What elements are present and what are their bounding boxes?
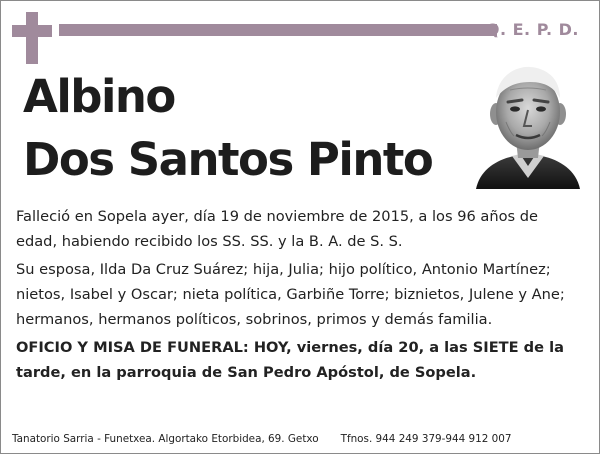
funeral-home-phones: Tfnos. 944 249 379-944 912 007: [340, 433, 512, 445]
deceased-portrait: [474, 62, 582, 189]
funeral-service-paragraph: OFICIO Y MISA DE FUNERAL: HOY, viernes, día 20, a las SIETE de la tarde, en la parroquia de San Pedro Apóstol, de Sopela.: [16, 339, 564, 381]
footer: [12, 433, 512, 445]
deceased-first-name: Albino: [23, 70, 175, 123]
header-bar: [59, 24, 497, 36]
deceased-last-name: Dos Santos Pinto: [23, 133, 433, 186]
death-notice-paragraph: Falleció en Sopela ayer, día 19 de noviembre de 2015, a los 96 años de edad, habiendo recibido los SS. SS. y la B. A. de S. S.: [16, 208, 539, 250]
funeral-home-address: Tanatorio Sarria - Funetxea. Algortako Etorbidea, 69. Getxo: [12, 433, 319, 445]
family-paragraph: Su esposa, Ilda Da Cruz Suárez; hija, Julia; hijo político, Antonio Martínez; nietos, Isabel y Oscar; nieta política, Garbiñe Torre; biznietos, Julene y Ane; hermanos, hermanos políticos, sobrinos, primos y demás familia.: [16, 261, 565, 328]
cross-icon: [12, 12, 52, 64]
qepd-label: Q. E. P. D.: [485, 20, 579, 39]
